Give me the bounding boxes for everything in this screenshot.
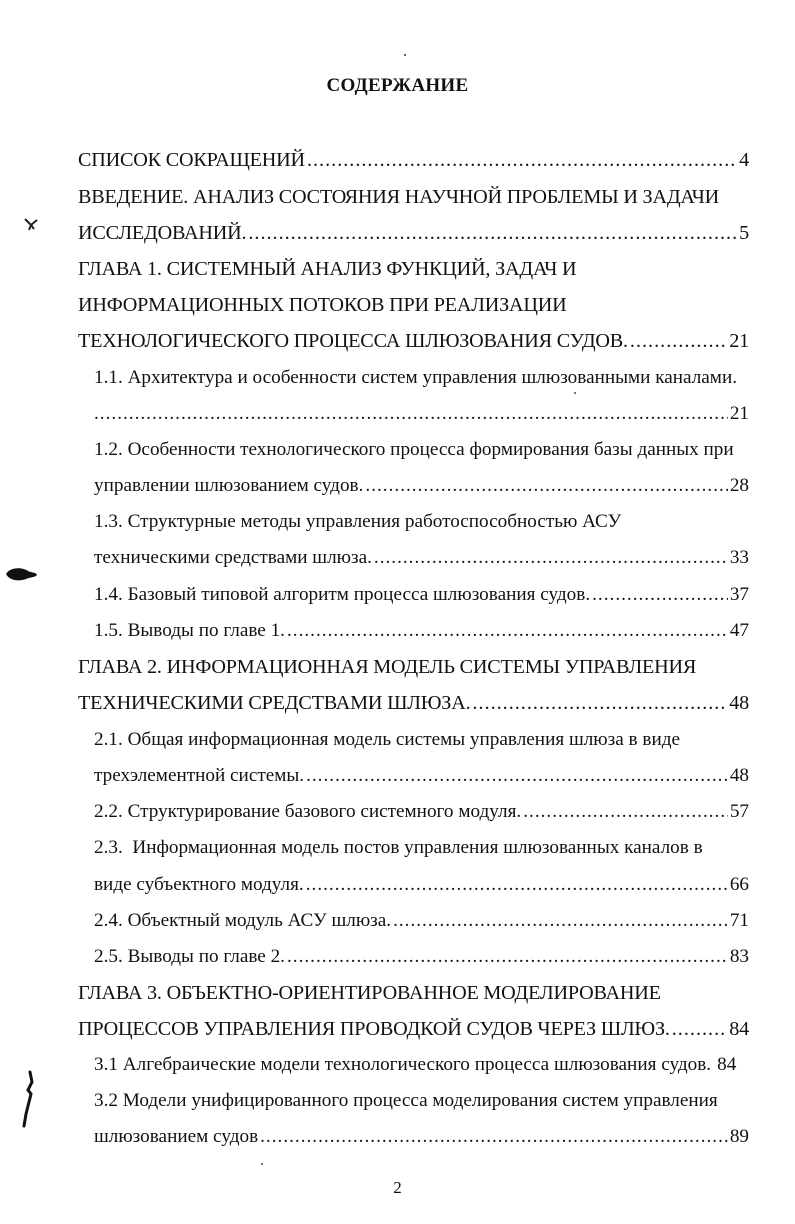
toc-entry-title: ГЛАВА 2. ИНФОРМАЦИОННАЯ МОДЕЛЬ СИСТЕМЫ УПРАВЛЕНИЯ bbox=[78, 656, 697, 678]
dot-leader bbox=[307, 148, 737, 172]
toc-page-number: 5 bbox=[739, 222, 749, 244]
toc-entry-title: ИНФОРМАЦИОННЫХ ПОТОКОВ ПРИ РЕАЛИЗАЦИИ bbox=[78, 294, 567, 316]
scan-streak-mark bbox=[18, 1070, 40, 1130]
page-title: СОДЕРЖАНИЕ bbox=[326, 75, 469, 96]
dot-leader bbox=[592, 583, 728, 607]
dot-leader bbox=[94, 402, 728, 426]
toc-page-number: 4 bbox=[739, 149, 749, 171]
scan-dot bbox=[261, 1163, 263, 1165]
toc-entry-title: 1.1. Архитектура и особенности систем управления шлюзованными каналами. bbox=[94, 367, 738, 388]
toc-entry-title: ГЛАВА 3. ОБЪЕКТНО-ОРИЕНТИРОВАННОЕ МОДЕЛИРОВАНИЕ bbox=[78, 982, 661, 1004]
toc-entry-intro[interactable] bbox=[78, 221, 749, 245]
toc-entry-intro-line1[interactable] bbox=[78, 185, 749, 209]
toc-page-number: 21 bbox=[729, 330, 749, 352]
toc-page-number: 33 bbox=[729, 547, 749, 568]
toc-section-1-1-line1[interactable] bbox=[94, 366, 749, 390]
toc-entry-title: СПИСОК СОКРАЩЕНИЙ bbox=[78, 149, 305, 171]
dot-leader bbox=[260, 1125, 728, 1149]
scan-ink-blot bbox=[4, 565, 38, 583]
toc-entry-abbreviations[interactable] bbox=[78, 148, 749, 172]
scan-dot bbox=[574, 392, 576, 394]
toc-section-1-3[interactable] bbox=[94, 546, 749, 570]
toc-entry-title: ГЛАВА 1. СИСТЕМНЫЙ АНАЛИЗ ФУНКЦИЙ, ЗАДАЧ И bbox=[78, 258, 577, 280]
dot-leader bbox=[630, 329, 727, 353]
toc-chapter-3-line1[interactable] bbox=[78, 981, 749, 1005]
toc-page-number: 21 bbox=[729, 403, 749, 424]
toc-entry-title: ПРОЦЕССОВ УПРАВЛЕНИЯ ПРОВОДКОЙ СУДОВ ЧЕРЕЗ ШЛЮЗ. bbox=[78, 1018, 670, 1040]
dot-leader bbox=[248, 221, 737, 245]
toc-section-3-2-line1[interactable] bbox=[94, 1089, 749, 1113]
page-number: 2 bbox=[393, 1178, 402, 1197]
toc-section-2-3-line1[interactable] bbox=[94, 836, 749, 860]
toc-entry-title: 2.5. Выводы по главе 2. bbox=[94, 946, 285, 967]
toc-entry-title: 2.2. Структурирование базового системного модуля. bbox=[94, 801, 522, 822]
toc-entry-title: 1.3. Структурные методы управления работоспособностью АСУ bbox=[94, 511, 622, 532]
toc-chapter-2[interactable] bbox=[78, 691, 749, 715]
toc-section-1-5[interactable] bbox=[94, 619, 749, 643]
toc-section-1-3-line1[interactable] bbox=[94, 510, 749, 534]
toc-page-number: 47 bbox=[729, 620, 749, 641]
toc-entry-title: техническими средствами шлюза. bbox=[94, 547, 372, 568]
toc-chapter-1-line1[interactable] bbox=[78, 257, 749, 281]
toc-entry-title: ВВЕДЕНИЕ. АНАЛИЗ СОСТОЯНИЯ НАУЧНОЙ ПРОБЛЕМЫ И ЗАДАЧИ bbox=[78, 186, 720, 208]
toc-section-1-4[interactable] bbox=[94, 583, 749, 607]
scan-speck-mark bbox=[22, 216, 40, 232]
dot-leader bbox=[672, 1017, 727, 1041]
dot-leader bbox=[287, 945, 728, 969]
toc-section-2-5[interactable] bbox=[94, 945, 749, 969]
dot-leader bbox=[287, 619, 728, 643]
toc-chapter-2-line1[interactable] bbox=[78, 655, 749, 679]
toc-section-3-2[interactable] bbox=[94, 1125, 749, 1149]
toc-entry-title: трехэлементной системы. bbox=[94, 765, 305, 786]
toc-page-number: 28 bbox=[729, 475, 749, 496]
dot-leader bbox=[523, 800, 728, 824]
toc-section-1-1[interactable] bbox=[94, 402, 749, 426]
toc-chapter-3[interactable] bbox=[78, 1017, 749, 1041]
toc-page-number: 89 bbox=[729, 1126, 749, 1147]
toc-section-3-1[interactable] bbox=[94, 1053, 749, 1077]
toc-section-1-2[interactable] bbox=[94, 474, 749, 498]
dot-leader bbox=[306, 764, 728, 788]
toc-section-2-4[interactable] bbox=[94, 909, 749, 933]
toc-entry-title: ИССЛЕДОВАНИЙ. bbox=[78, 222, 247, 244]
toc-section-2-1-line1[interactable] bbox=[94, 728, 749, 752]
toc-section-2-2[interactable] bbox=[94, 800, 749, 824]
toc-entry-title: 2.1. Общая информационная модель системы управления шлюза в виде bbox=[94, 729, 680, 750]
toc-page-number: 48 bbox=[729, 692, 749, 714]
toc-page-number: 48 bbox=[729, 765, 749, 786]
toc-page-number: 66 bbox=[729, 874, 749, 895]
toc-chapter-1-line2[interactable] bbox=[78, 293, 749, 317]
toc-entry-title: виде субъектного модуля. bbox=[94, 874, 304, 895]
toc-entry-title: 2.3. Информационная модель постов управления шлюзованных каналов в bbox=[94, 837, 703, 858]
dot-leader bbox=[472, 691, 727, 715]
toc-entry-title: 3.2 Модели унифицированного процесса моделирования систем управления bbox=[94, 1090, 718, 1111]
toc-section-2-3[interactable] bbox=[94, 873, 749, 897]
toc-entry-title: 1.2. Особенности технологического процесса формирования базы данных при bbox=[94, 439, 734, 460]
toc-entry-title: 1.4. Базовый типовой алгоритм процесса шлюзования судов. bbox=[94, 584, 591, 605]
toc-entry-title: ТЕХНИЧЕСКИМИ СРЕДСТВАМИ ШЛЮЗА. bbox=[78, 692, 471, 714]
toc-entry-title: 3.1 Алгебраические модели технологического процесса шлюзования судов. bbox=[94, 1054, 712, 1075]
toc-entry-title: ТЕХНОЛОГИЧЕСКОГО ПРОЦЕССА ШЛЮЗОВАНИЯ СУДОВ. bbox=[78, 330, 628, 352]
scan-dot bbox=[404, 54, 406, 56]
dot-leader bbox=[306, 873, 728, 897]
toc-section-1-2-line1[interactable] bbox=[94, 438, 749, 462]
dot-leader bbox=[393, 909, 728, 933]
toc-entry-title: 2.4. Объектный модуль АСУ шлюза. bbox=[94, 910, 392, 931]
dot-leader bbox=[365, 474, 727, 498]
toc-entry-title: 1.5. Выводы по главе 1. bbox=[94, 620, 285, 641]
dot-leader bbox=[374, 546, 728, 570]
toc-page-number: 37 bbox=[729, 584, 749, 605]
toc-page-number: 57 bbox=[729, 801, 749, 822]
toc-chapter-1[interactable] bbox=[78, 329, 749, 353]
toc-page-number: 83 bbox=[729, 946, 749, 967]
toc-section-2-1[interactable] bbox=[94, 764, 749, 788]
toc-page-number: 84 bbox=[717, 1054, 737, 1075]
toc-page-number: 71 bbox=[729, 910, 749, 931]
toc-page-number: 84 bbox=[729, 1018, 749, 1040]
toc-entry-title: управлении шлюзованием судов. bbox=[94, 475, 364, 496]
toc-entry-title: шлюзованием судов bbox=[94, 1126, 259, 1147]
